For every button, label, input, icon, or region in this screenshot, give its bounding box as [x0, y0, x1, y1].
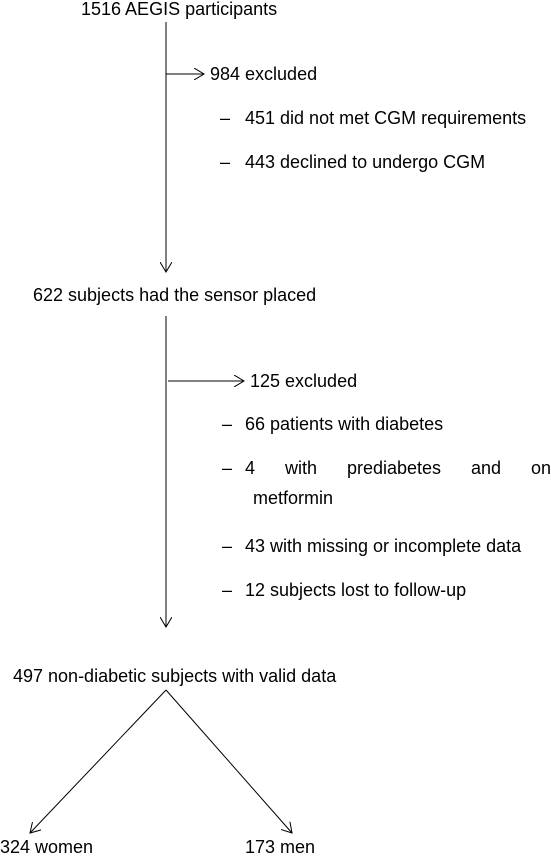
node-excluded-1: 984 excluded [210, 64, 318, 84]
node-start: 1516 AEGIS participants [81, 0, 278, 19]
node-valid-data: 497 non-diabetic subjects with valid data [13, 666, 337, 686]
excluded-1-reason: 443 declined to undergo CGM [245, 152, 486, 172]
bullet-dash: – [222, 458, 233, 478]
excluded-1-reason: 451 did not met CGM requirements [245, 108, 527, 128]
node-excluded-2: 125 excluded [250, 371, 358, 391]
excluded-2-reason: 12 subjects lost to follow-up [245, 580, 467, 600]
node-women: 324 women [0, 837, 94, 857]
arrow-valid-to-men [166, 690, 292, 833]
excluded-2-reason: 43 with missing or incomplete data [245, 536, 522, 556]
bullet-dash: – [222, 580, 233, 600]
bullet-dash: – [220, 108, 231, 128]
bullet-dash: – [222, 414, 233, 434]
excluded-2-reason: 4 with prediabetes and on [245, 458, 551, 478]
node-sensor-placed: 622 subjects had the sensor placed [33, 285, 317, 305]
node-men: 173 men [245, 837, 316, 857]
bullet-dash: – [222, 536, 233, 556]
bullet-dash: – [220, 152, 231, 172]
arrow-valid-to-women [30, 690, 166, 833]
excluded-2-reason-continued: metformin [253, 488, 334, 508]
excluded-2-reason: 66 patients with diabetes [245, 414, 444, 434]
